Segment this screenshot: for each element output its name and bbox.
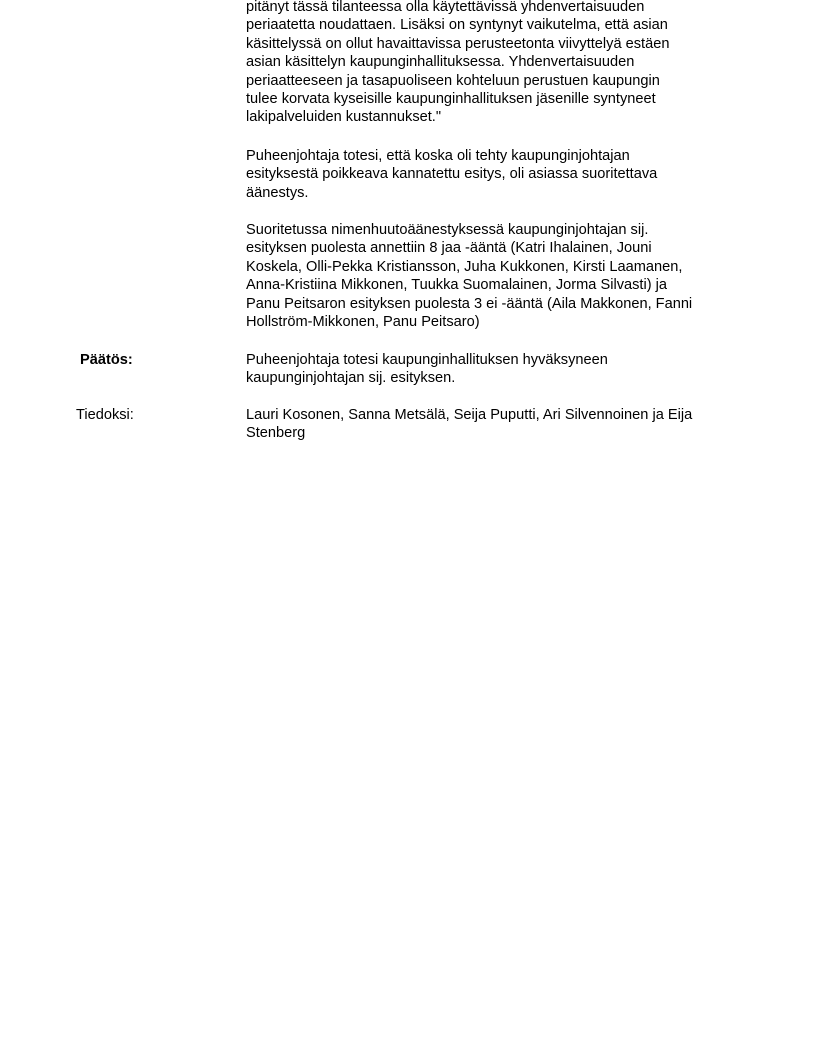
decision-label: Päätös: — [80, 352, 133, 368]
decision-text: Puheenjohtaja totesi kaupunginhallituksen hyväksyneen kaupunginjohtajan sij. esityksen. — [246, 352, 608, 387]
for-information-text: Lauri Kosonen, Sanna Metsälä, Seija Puputti, Ari Silvennoinen ja Eija Stenberg — [246, 407, 693, 442]
vote-result-text: Suoritetussa nimenhuutoäänestyksessä kaupunginjohtajan sij. esityksen puolesta annettiin 8 jaa -ääntä (Katri Ihalainen, Jouni Koskela, Olli-Pekka Kristiansson, Juha Kukkonen, Kirsti Laamanen, Anna-Kristiina Mikkonen, Tuukka Suomalainen, Jorma Silvasti) ja Panu Peitsaron esityksen puolesta 3 ei -ääntä (Aila Makkonen, Fanni Hollström-Mikkonen, Panu Peitsaro) — [246, 222, 693, 331]
chair-vote-statement-paragraph — [246, 147, 741, 202]
chair-vote-statement-text: Puheenjohtaja totesi, että koska oli tehty kaupunginjohtajan esityksestä poikkeava kannatettu esitys, oli asiassa suoritettava äänestys. — [246, 148, 658, 201]
quote-continuation-paragraph — [246, 0, 741, 127]
for-information-paragraph — [246, 406, 741, 443]
for-information-label: Tiedoksi: — [76, 407, 134, 423]
vote-result-paragraph — [246, 221, 741, 331]
quote-continuation-text: pitänyt tässä tilanteessa olla käytettävissä yhdenvertaisuuden periaatetta noudattaen. Lisäksi on syntynyt vaikutelma, että asian käsittelyssä on ollut havaittavissa perusteetonta viivyttelyä estäen asian käsittelyn kaupunginhallituksessa. Yhdenvertaisuuden periaatteeseen ja tasapuoliseen kohteluun perustuen kaupungin tulee korvata kyseisille kaupunginhallituksen jäsenille syntyneet lakipalveluiden kustannukset." — [246, 0, 670, 126]
decision-paragraph — [246, 351, 741, 388]
